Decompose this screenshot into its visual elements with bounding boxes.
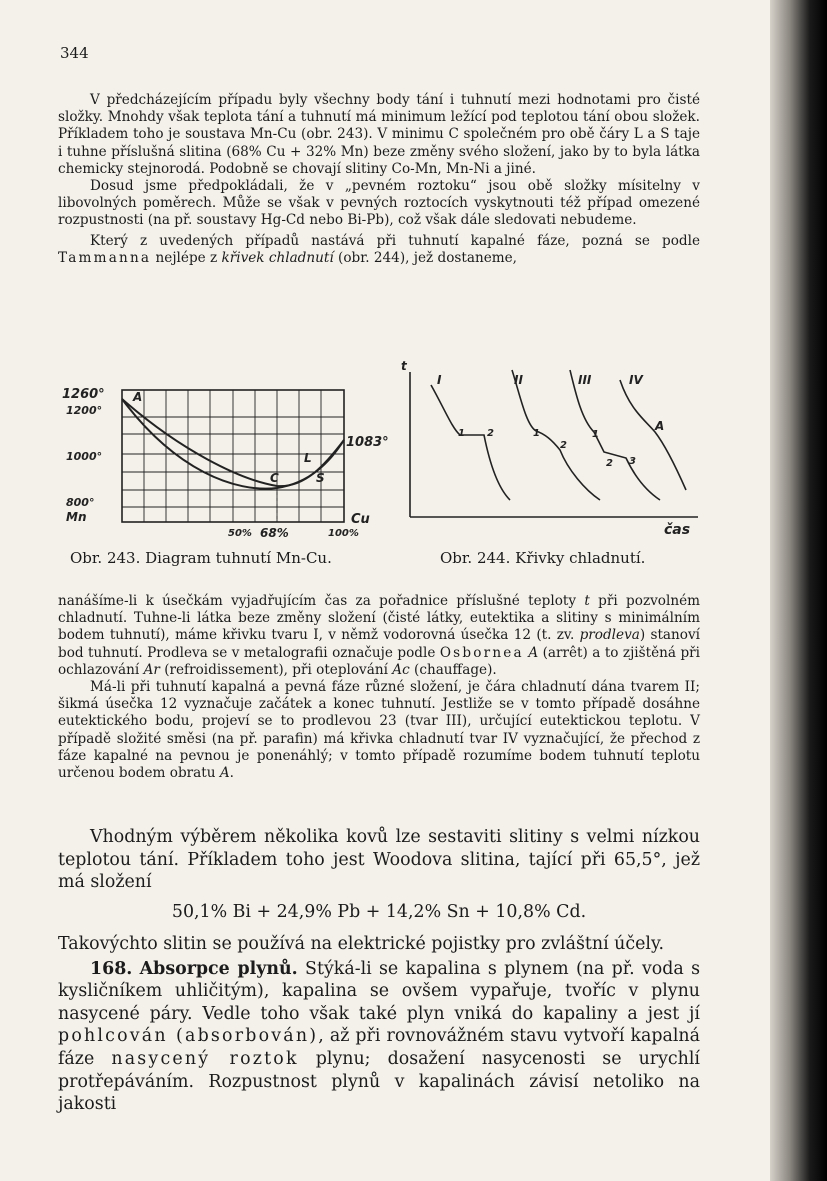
section-168 xyxy=(58,958,700,1116)
p4-text: (refroidissement), při oteplování xyxy=(159,661,393,678)
symbol-ac: Ac xyxy=(392,661,410,678)
page-number: 344 xyxy=(60,44,89,62)
label-1083: 1083° xyxy=(346,435,389,450)
point-label: 1 xyxy=(458,428,465,439)
curve-id-III: III xyxy=(578,373,592,387)
section-title: Absorpce plynů. xyxy=(139,958,298,979)
section-spaced-term: pohlcován (absorbován) xyxy=(58,1026,319,1047)
text-block-bottom xyxy=(58,933,700,1116)
corner-label-a: A xyxy=(133,390,143,404)
fig244-caption: Obr. 244. Křivky chladnutí. xyxy=(440,549,646,567)
text-block-middle xyxy=(58,593,700,782)
p5-text: Má-li při tuhnutí kapalná a pevná fáze různé složení, je čára chladnutí dána tvarem II; šikmá úsečka 12 vyznačuje začátek a konec tuhnutí. Jestliže se v tomto případě dosáhne eutektického bodu, projeví se to prodlevou 23 (tvar III), určující eutektickou teplotu. V případě složité směsi (na př. parafin) má křivka chladnutí tvar IV vyznačující, že přechod z fáze kapalné na pevnou je ponenáhlý; v tomto případě rozumíme bodem tuhnutí teplotu určenou bodem obratu xyxy=(58,679,700,782)
curve-id-II: II xyxy=(514,373,523,387)
paragraph-3-text-mid: nejlépe z xyxy=(151,249,222,266)
text-block-lower xyxy=(58,826,700,894)
y-label-1200: 1200° xyxy=(66,404,103,417)
curve-label-l: L xyxy=(304,451,312,465)
woods-alloy-formula: 50,1% Bi + 24,9% Pb + 14,2% Sn + 10,8% Cd. xyxy=(171,902,587,922)
section-text: plynu; dosažení nasycenosti se urychlí protřepáváním. Rozpustnost plynů v kapalinách závisí netoliko na jakosti xyxy=(58,1048,700,1115)
x-label-50: 50% xyxy=(228,528,252,539)
section-number: 168. xyxy=(90,958,133,979)
author-name-tammann: Tammanna xyxy=(58,249,152,266)
section-spaced-term: nasycený roztok xyxy=(111,1048,299,1069)
point-label: 1 xyxy=(592,429,599,440)
symbol-ar: Ar xyxy=(143,661,160,678)
p4-text: nanášíme-li k úsečkám vyjadřujícím čas za pořadnice příslušné teploty xyxy=(58,593,585,609)
p4-text: ) stanoví bod tuhnutí. Prodleva se v metalografii označuje podle xyxy=(58,627,700,661)
x-label-100: 100% xyxy=(328,528,359,539)
axis-label-t: t xyxy=(401,359,407,373)
fig244-labels xyxy=(401,359,690,538)
term-prodleva: prodleva xyxy=(579,627,640,644)
fig243-caption: Obr. 243. Diagram tuhnutí Mn-Cu. xyxy=(70,549,332,567)
paragraph-4 xyxy=(58,593,700,679)
paragraph-7: Takovýchto slitin se používá na elektrické pojistky pro zvláštní účely. xyxy=(58,934,665,954)
p4-text: (arrêt) a to zjištěná při ochlazování xyxy=(58,644,701,678)
section-text: , až při rovnovážném stavu vytvoří kapalná fáze xyxy=(58,1026,700,1069)
cooling-curve-I xyxy=(431,385,510,500)
symbol-a: A xyxy=(219,765,230,782)
point-label: 3 xyxy=(629,456,636,467)
y-label-mn: Mn xyxy=(66,510,87,524)
section-text: Stýká-li se kapalina s plynem (na př. voda s kysličníkem uhličitým), kapalina se ovšem vypařuje, tvoříc v plynu nasycené páry. Vedle toho však také plyn vniká do kapaliny a jest jí xyxy=(58,958,701,1024)
paragraph-3-text: Který z uvedených případů nastává při tuhnutí kapalné fáze, pozná se podle xyxy=(90,232,700,249)
curve-id-IV: IV xyxy=(629,373,643,387)
cooling-curve-III xyxy=(570,370,660,500)
paragraph-6: Vhodným výběrem několika kovů lze sestaviti slitiny s velmi nízkou teplotou tání. Příkladem toho jest Woodova slitina, tající při 65,5°, jež má složení xyxy=(58,827,700,893)
point-label: 2 xyxy=(560,440,567,451)
p4-var-t: t xyxy=(584,593,590,609)
paragraph-2: Dosud jsme předpokládali, že v „pevném roztoku“ jsou obě složky mísitelny v libovolných poměrech. Může se však v pevných roztocích vyskytnouti též případ omezené rozpustnosti (na př. soustavy Hg-Cd nebo Bi-Pb), což však dále sledovati nebudeme. xyxy=(58,178,700,229)
p4-text: (chauffage). xyxy=(409,661,497,678)
symbol-a: A xyxy=(528,644,539,661)
y-label-800: 800° xyxy=(66,496,95,509)
axis-label-time: čas xyxy=(664,522,691,538)
y-label-1260: 1260° xyxy=(62,387,105,402)
author-name-osborne: Osbornea xyxy=(439,644,524,661)
curve-label-s: S xyxy=(316,471,325,485)
paragraph-1: V předcházejícím případu byly všechny body tání i tuhnutí mezi hodnotami pro čisté složky. Mnohdy však teplota tání a tuhnutí má minimum ležící pod teplotou tání obou složek. Příkladem toho je soustava Mn-Cu (obr. 243). V minimu C společném pro obě čáry L a S taje i tuhne příslušná slitina (68% Cu + 32% Mn) beze změny svého složení, jako by to byla látka chemicky stejnorodá. Podobně se chovají slitiny Co-Mn, Mn-Ni a jiné. xyxy=(58,92,700,177)
p4-text: při pozvolném chladnutí. Tuhne-li látka beze změny složení (čisté látky, eutektika a slitiny s minimálním bodem tuhnutí), máme křivku tvaru I, v němž vodorovná úsečka 12 (t. zv. xyxy=(58,593,701,644)
point-label-a: A xyxy=(655,419,665,433)
x-label-68: 68% xyxy=(260,526,289,540)
paragraph-3-text-end: (obr. 244), jež dostaneme, xyxy=(333,249,517,266)
label-cu: Cu xyxy=(351,512,370,527)
cooling-curve-IV xyxy=(620,380,686,490)
point-label: 2 xyxy=(606,458,613,469)
cooling-curve-II xyxy=(512,370,600,500)
curve-label-c: C xyxy=(270,471,279,485)
fig244-diagram xyxy=(410,370,698,517)
p5-text: . xyxy=(229,765,234,782)
fig243-labels xyxy=(62,387,389,540)
y-label-1000: 1000° xyxy=(66,450,103,463)
curve-id-I: I xyxy=(437,373,442,387)
paragraph-5 xyxy=(58,679,700,782)
point-label: 2 xyxy=(487,428,494,439)
term-cooling-curves: křivek chladnutí xyxy=(221,249,334,266)
point-label: 1 xyxy=(533,428,540,439)
